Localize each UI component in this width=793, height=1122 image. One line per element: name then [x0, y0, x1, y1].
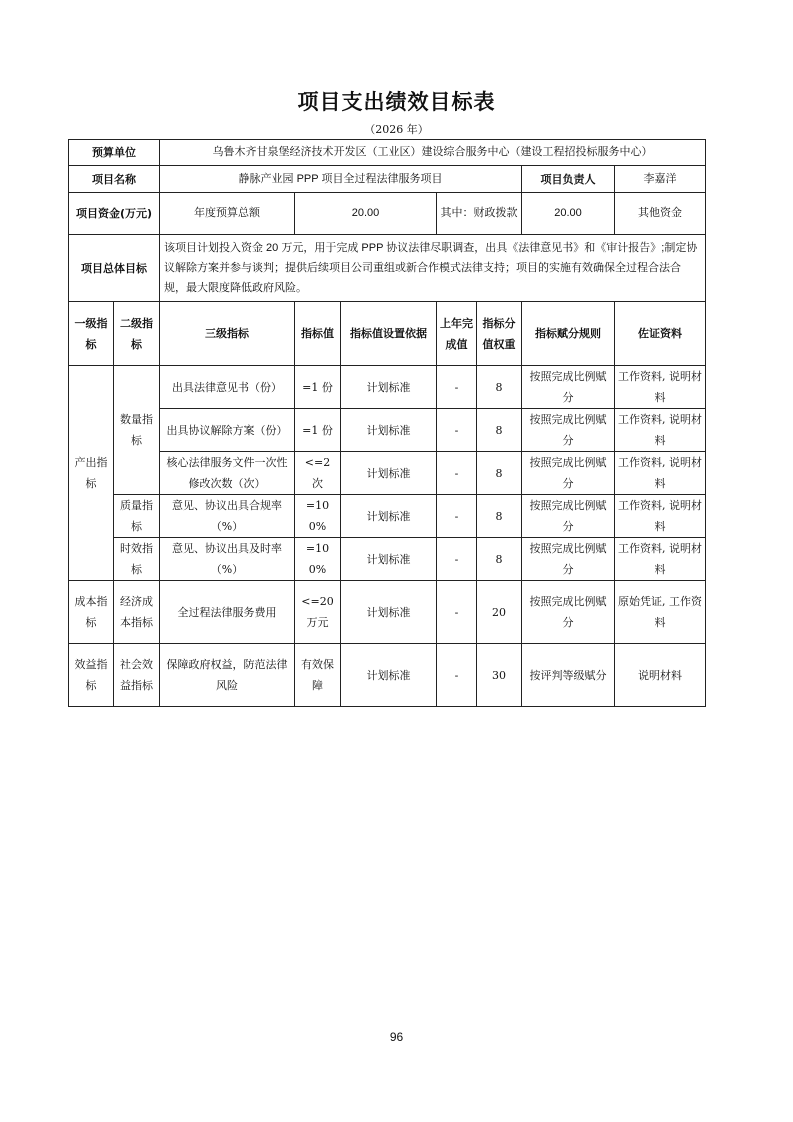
page-number: 96	[389, 1030, 404, 1044]
goal-label: 项目总体目标	[69, 235, 160, 302]
group-social-benefit: 社会效益指标	[114, 644, 160, 707]
header-level3: 三级指标	[160, 302, 295, 366]
weight-cell: 8	[477, 366, 522, 409]
funds-row	[69, 193, 706, 235]
project-name-value: 静脉产业园 PPP 项目全过程法律服务项目	[160, 166, 522, 193]
project-lead-value: 李嘉洋	[615, 166, 706, 193]
budget-unit-label: 预算单位	[69, 140, 160, 166]
indicator-cell: 全过程法律服务费用	[160, 581, 295, 644]
header-row	[69, 302, 706, 366]
group-cost: 成本指标	[69, 581, 114, 644]
evidence-cell: 工作资料, 说明材料	[615, 366, 706, 409]
header-last-year: 上年完成值	[437, 302, 477, 366]
indicator-cell: 出具协议解除方案（份）	[160, 409, 295, 452]
value-cell: 有效保障	[295, 644, 341, 707]
group-timeliness: 时效指标	[114, 538, 160, 581]
group-benefit: 效益指标	[69, 644, 114, 707]
last-year-cell: -	[437, 409, 477, 452]
annual-total-value: 20.00	[295, 193, 437, 235]
value-cell: <=20 万元	[295, 581, 341, 644]
value-cell: =100%	[295, 538, 341, 581]
table-row	[69, 495, 706, 538]
group-output: 产出指标	[69, 366, 114, 581]
rule-cell: 按照完成比例赋分	[522, 452, 615, 495]
table-row	[69, 409, 706, 452]
header-level1: 一级指标	[69, 302, 114, 366]
fiscal-label: 其中：财政拨款	[437, 193, 522, 235]
weight-cell: 8	[477, 538, 522, 581]
weight-cell: 30	[477, 644, 522, 707]
year-label: （2026 年）	[364, 123, 429, 136]
weight-cell: 8	[477, 409, 522, 452]
evidence-cell: 说明材料	[615, 644, 706, 707]
header-rule: 指标赋分规则	[522, 302, 615, 366]
basis-cell: 计划标准	[341, 409, 437, 452]
group-quantity: 数量指标	[114, 366, 160, 495]
indicator-cell: 核心法律服务文件一次性修改次数（次）	[160, 452, 295, 495]
group-economic-cost: 经济成本指标	[114, 581, 160, 644]
last-year-cell: -	[437, 538, 477, 581]
table-row	[69, 366, 706, 409]
header-evidence: 佐证资料	[615, 302, 706, 366]
table-row	[69, 452, 706, 495]
evidence-cell: 工作资料, 说明材料	[615, 538, 706, 581]
page-title: 项目支出绩效目标表	[297, 89, 496, 114]
project-lead-label: 项目负责人	[522, 166, 615, 193]
value-cell: =1 份	[295, 409, 341, 452]
last-year-cell: -	[437, 452, 477, 495]
rule-cell: 按评判等级赋分	[522, 644, 615, 707]
weight-cell: 20	[477, 581, 522, 644]
weight-cell: 8	[477, 452, 522, 495]
header-value: 指标值	[295, 302, 341, 366]
header-weight: 指标分值权重	[477, 302, 522, 366]
basis-cell: 计划标准	[341, 366, 437, 409]
rule-cell: 按照完成比例赋分	[522, 495, 615, 538]
rule-cell: 按照完成比例赋分	[522, 538, 615, 581]
header-level2: 二级指标	[114, 302, 160, 366]
rule-cell: 按照完成比例赋分	[522, 409, 615, 452]
budget-unit-value: 乌鲁木齐甘泉堡经济技术开发区（工业区）建设综合服务中心（建设工程招投标服务中心）	[160, 140, 706, 166]
evidence-cell: 工作资料, 说明材料	[615, 495, 706, 538]
performance-table	[68, 139, 706, 707]
basis-cell: 计划标准	[341, 581, 437, 644]
group-quality: 质量指标	[114, 495, 160, 538]
goal-text: 该项目计划投入资金 20 万元，用于完成 PPP 协议法律尽职调查，出具《法律意见书》和《审计报告》;制定协议解除方案并参与谈判；提供后续项目公司重组或新合作模式法律支持；项目的实施有效确保全过程合法合规，最大限度降低政府风险。	[160, 235, 706, 302]
header-basis: 指标值设置依据	[341, 302, 437, 366]
rule-cell: 按照完成比例赋分	[522, 581, 615, 644]
evidence-cell: 工作资料, 说明材料	[615, 452, 706, 495]
evidence-cell: 原始凭证, 工作资料	[615, 581, 706, 644]
indicator-cell: 意见、协议出具及时率（%）	[160, 538, 295, 581]
basis-cell: 计划标准	[341, 644, 437, 707]
table-row	[69, 538, 706, 581]
evidence-cell: 工作资料, 说明材料	[615, 409, 706, 452]
project-name-label: 项目名称	[69, 166, 160, 193]
indicator-cell: 保障政府权益，防范法律风险	[160, 644, 295, 707]
rule-cell: 按照完成比例赋分	[522, 366, 615, 409]
value-cell: <=2 次	[295, 452, 341, 495]
project-name-row	[69, 166, 706, 193]
fiscal-value: 20.00	[522, 193, 615, 235]
last-year-cell: -	[437, 581, 477, 644]
basis-cell: 计划标准	[341, 452, 437, 495]
budget-unit-row	[69, 140, 706, 166]
annual-total-label: 年度预算总额	[160, 193, 295, 235]
value-cell: =100%	[295, 495, 341, 538]
table-row	[69, 581, 706, 644]
indicator-cell: 出具法律意见书（份）	[160, 366, 295, 409]
goal-row	[69, 235, 706, 302]
basis-cell: 计划标准	[341, 538, 437, 581]
weight-cell: 8	[477, 495, 522, 538]
other-funds-label: 其他资金	[615, 193, 706, 235]
indicator-cell: 意见、协议出具合规率（%）	[160, 495, 295, 538]
last-year-cell: -	[437, 495, 477, 538]
table-row	[69, 644, 706, 707]
value-cell: =1 份	[295, 366, 341, 409]
basis-cell: 计划标准	[341, 495, 437, 538]
last-year-cell: -	[437, 644, 477, 707]
last-year-cell: -	[437, 366, 477, 409]
funds-label: 项目资金(万元)	[69, 193, 160, 235]
